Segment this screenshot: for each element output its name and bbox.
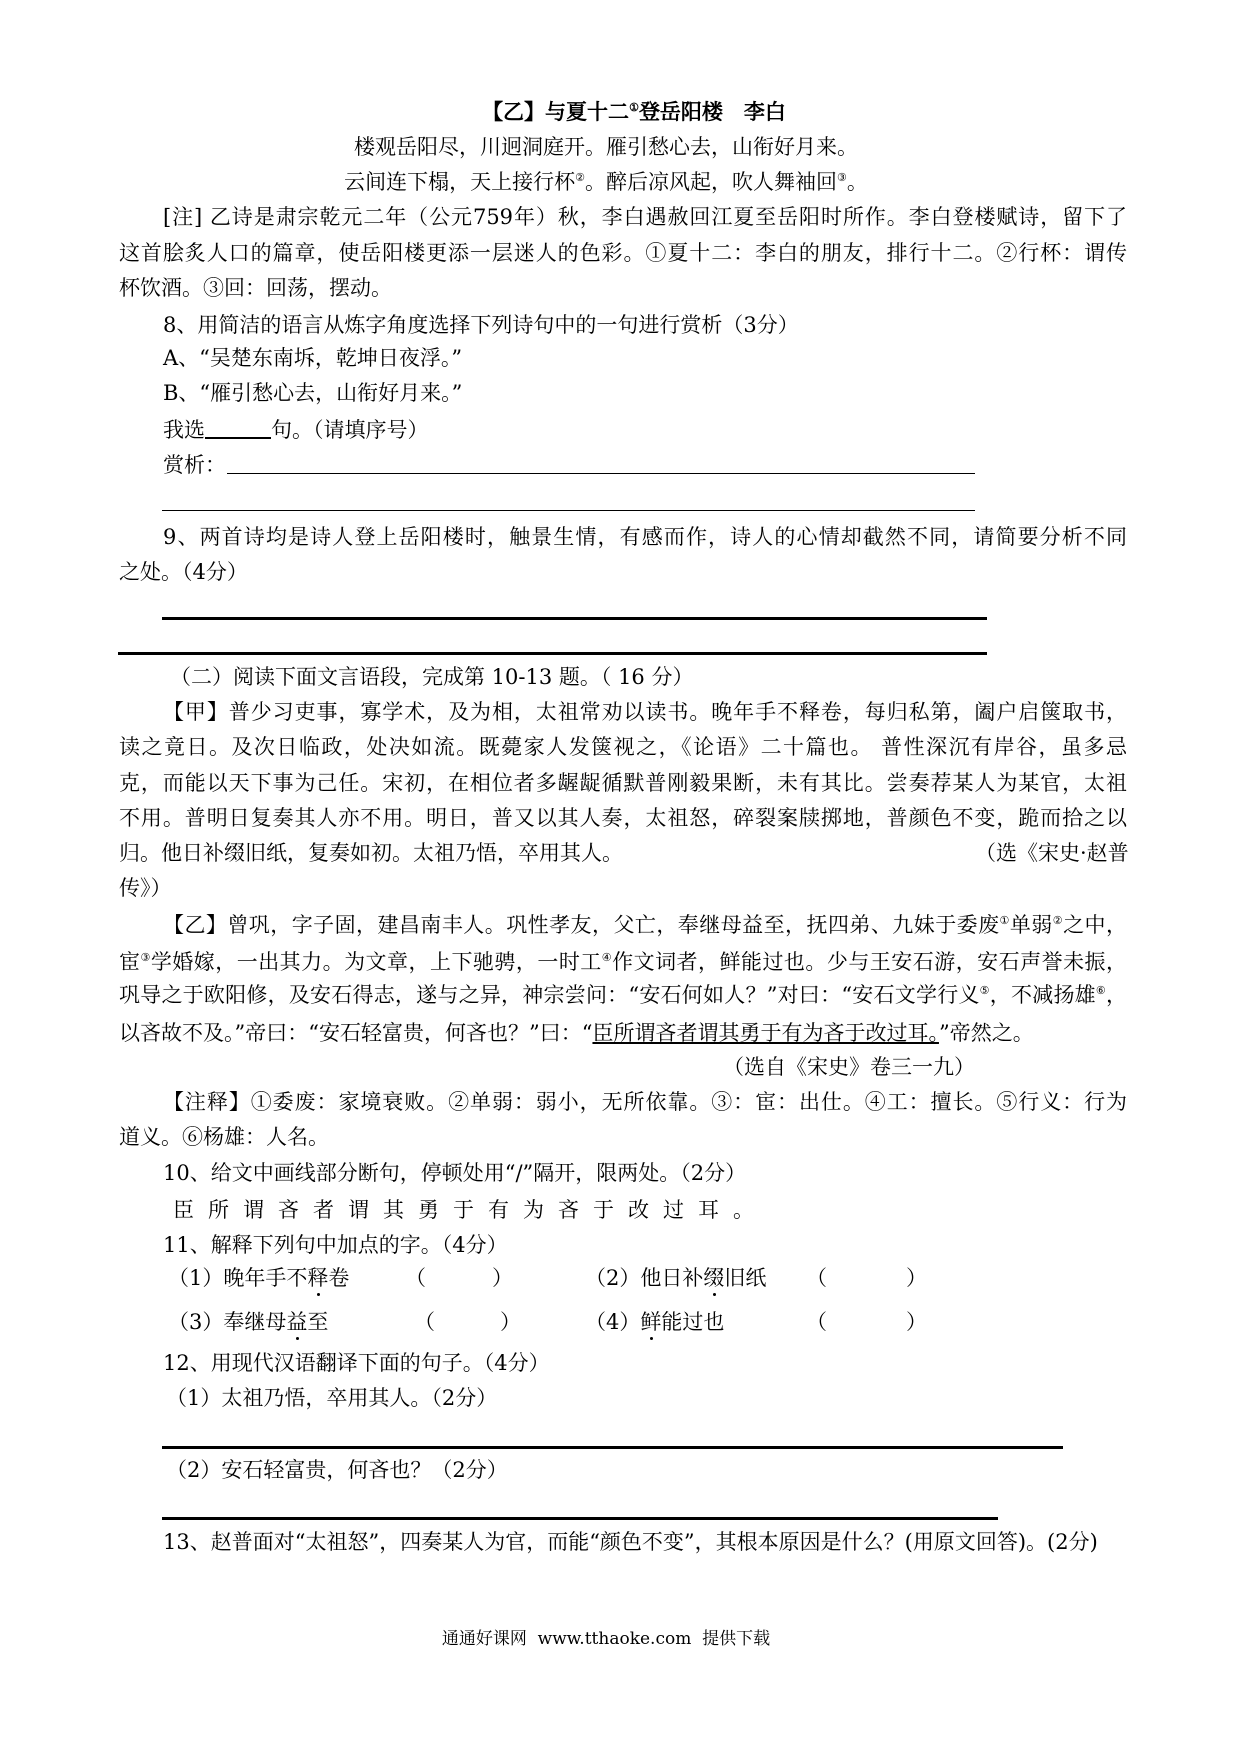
q8-option-a: A、“吴楚东南坼，乾坤日夜浮。” (163, 346, 463, 370)
poem-text: 云间连下榻，天上接行杯 (344, 170, 576, 194)
q8-analysis-label: 赏析： (163, 453, 226, 477)
passage-text: 之中， (1063, 913, 1127, 937)
choice-label: 我选 (163, 418, 205, 442)
passage-text: 作文词者，鲜能过也。少与王安石游，安石声誉未振， (612, 950, 1128, 974)
answer-line[interactable] (162, 1517, 998, 1520)
item-text: 能过也 (661, 1310, 725, 1334)
poem-note: 杯饮酒。③回：回荡，摆动。 (119, 276, 392, 300)
q9-stem: 9、两首诗均是诗人登上岳阳楼时，触景生情，有感而作，诗人的心情却截然不同，请简要分析不同 (163, 525, 1127, 549)
passage-text: ，不减扬雄 (989, 983, 1096, 1007)
answer-paren-open[interactable]: （ (405, 1266, 426, 1290)
q8-option-b: B、“雁引愁心去，山衔好月来。” (163, 381, 463, 405)
answer-line[interactable] (162, 1446, 1063, 1449)
item-text: （4） (585, 1310, 641, 1334)
passage-text: 巩导之于欧阳修，及安石得志，遂与之异，神宗尝问：“安石何如人？”对曰：“安石文学行义 (119, 983, 980, 1007)
answer-paren-open[interactable]: （ (806, 1310, 827, 1334)
item-text: 卷 (328, 1266, 350, 1290)
dotted-char: 释 (307, 1266, 329, 1290)
item-text: （3）奉继母 (168, 1310, 287, 1334)
title-text: 【乙】与夏十二 (482, 99, 630, 124)
q9-stem: 之处。（4分） (119, 560, 248, 584)
q10-sentence: 臣所谓吝者谓其勇于有为吝于改过耳。 (173, 1198, 768, 1222)
passage-yi-line (119, 1021, 1034, 1045)
passage-jia-line: 归。他日补缀旧纸，复奏如初。太祖乃悟，卒用其人。 (119, 841, 623, 865)
q12-sentence-2: （2）安石轻富贵，何吝也？（2分） (166, 1458, 508, 1482)
passage-text: 单弱 (1009, 913, 1053, 937)
poem-title (14, 100, 1240, 124)
answer-line[interactable] (162, 510, 975, 511)
passage-text: 宦 (119, 950, 141, 974)
answer-paren-close: ） (500, 1310, 521, 1334)
answer-line[interactable] (118, 652, 987, 655)
q11-item (585, 1266, 766, 1290)
passage-text: ”帝然之。 (938, 1021, 1034, 1045)
answer-line[interactable] (162, 617, 987, 620)
dotted-char: 缀 (703, 1266, 725, 1290)
passage-source: （选自《宋史》卷三一九） (723, 1055, 975, 1079)
section-heading: （二）阅读下面文言语段，完成第 10-13 题。（ 16 分） (170, 665, 694, 689)
footnote-marker: ④ (601, 951, 613, 964)
q11-item (168, 1310, 328, 1334)
passage-jia-line: 读之竟日。及次日临政，处决如流。既薨家人发箧视之，《论语》二十篇也。 普性深沉有岸谷，虽多忌 (119, 735, 1127, 759)
answer-line[interactable] (227, 473, 975, 474)
choice-label: 句。（请填序号） (271, 418, 429, 442)
q11-item (585, 1310, 724, 1334)
poem-note: [注] 乙诗是肃宗乾元二年（公元759年）秋，李白遇赦回江夏至岳阳时所作。李白登楼赋诗，留下了 (163, 205, 1127, 229)
q8-stem: 8、用简洁的语言从炼字角度选择下列诗句中的一句进行赏析（3分） (163, 313, 799, 337)
annotation-line: 道义。⑥杨雄：人名。 (119, 1125, 329, 1149)
passage-yi-line (119, 950, 1127, 974)
q11-item (168, 1266, 349, 1290)
footnote-marker: ① (629, 101, 639, 114)
answer-paren-open[interactable]: （ (414, 1310, 435, 1334)
footnote-marker: ③ (140, 951, 151, 964)
passage-text: 【乙】曾巩，字子固，建昌南丰人。巩性孝友，父亡，奉继母益至，抚四弟、九妹于委废 (163, 913, 1000, 937)
item-text: 旧纸 (724, 1266, 767, 1290)
answer-paren-close: ） (906, 1310, 927, 1334)
footnote-marker: ② (1052, 914, 1064, 927)
title-text: 登岳阳楼 李白 (638, 99, 786, 124)
choice-blank[interactable] (205, 419, 271, 439)
poem-line: 楼观岳阳尽，川迥洞庭开。雁引愁心去，山衔好月来。 (354, 135, 858, 159)
annotation-line: 【注释】①委废：家境衰败。②单弱：弱小，无所依靠。③：宦：出仕。④工：擅长。⑤行义：行为 (163, 1090, 1127, 1114)
poem-text: 。醉后凉风起，吹人舞袖回 (585, 170, 837, 194)
q11-stem: 11、解释下列句中加点的字。（4分） (163, 1233, 508, 1257)
answer-paren-close: ） (906, 1266, 927, 1290)
footnote-marker: ③ (837, 171, 847, 184)
answer-paren-open[interactable]: （ (806, 1266, 827, 1290)
footnote-marker: ⑤ (979, 984, 990, 997)
passage-jia-line: 【甲】普少习吏事，寡学术，及为相，太祖常劝以读书。晚年手不释卷，每归私第，阖户启箧取书， (163, 700, 1127, 724)
poem-note: 这首脍炙人口的篇章，使岳阳楼更添一层迷人的色彩。①夏十二：李白的朋友，排行十二。②行杯：谓传 (119, 241, 1127, 265)
passage-source: （选《宋史·赵普 (975, 841, 1129, 865)
passage-yi-line (163, 913, 1127, 937)
footnote-marker: ① (999, 914, 1010, 927)
dotted-char: 益 (286, 1310, 308, 1334)
footnote-marker: ⑥ (1095, 984, 1106, 997)
q13-stem: 13、赵普面对“太祖怒”，四奏某人为官，而能“颜色不变”，其根本原因是什么？(用原文回答)。(2分) (163, 1530, 1098, 1554)
item-text: （2）他日补 (585, 1266, 704, 1290)
dotted-char: 鲜 (640, 1310, 662, 1334)
passage-jia-line: 克，而能以天下事为己任。宋初，在相位者多龌龊循默普刚毅果断，未有其比。尝奏荐某人为某官，太祖 (119, 771, 1127, 795)
poem-line (0, 170, 1226, 194)
poem-text: 。 (846, 170, 868, 194)
q10-stem: 10、给文中画线部分断句，停顿处用“/”隔开，限两处。（2分） (163, 1161, 747, 1185)
passage-text: 以吝故不及。”帝曰：“安石轻富贵，何吝也？”曰：“ (119, 1021, 593, 1045)
footer: 通通好课网 www.tthaoke.com 提供下载 (441, 1629, 771, 1649)
q12-sentence-1: （1）太祖乃悟，卒用其人。（2分） (166, 1386, 498, 1410)
passage-jia-line: 不用。普明日复奏其人亦不用。明日，普又以其人奏，太祖怒，碎裂案牍掷地，普颜色不变，跪而拾之以 (119, 806, 1127, 830)
passage-text: ， (1106, 983, 1127, 1007)
underlined-sentence: 臣所谓吝者谓其勇于有为吝于改过耳。 (592, 1021, 939, 1045)
item-text: 至 (307, 1310, 329, 1334)
q12-stem: 12、用现代汉语翻译下面的句子。（4分） (163, 1351, 550, 1375)
passage-source: 传》） (119, 876, 172, 900)
passage-text: 学婚嫁，一出其力。为文章，上下驰骋，一时工 (150, 950, 602, 974)
passage-yi-line (119, 983, 1127, 1007)
q8-choice (163, 418, 429, 442)
footnote-marker: ② (575, 171, 585, 184)
item-text: （1）晚年手不 (168, 1266, 308, 1290)
answer-paren-close: ） (492, 1266, 513, 1290)
